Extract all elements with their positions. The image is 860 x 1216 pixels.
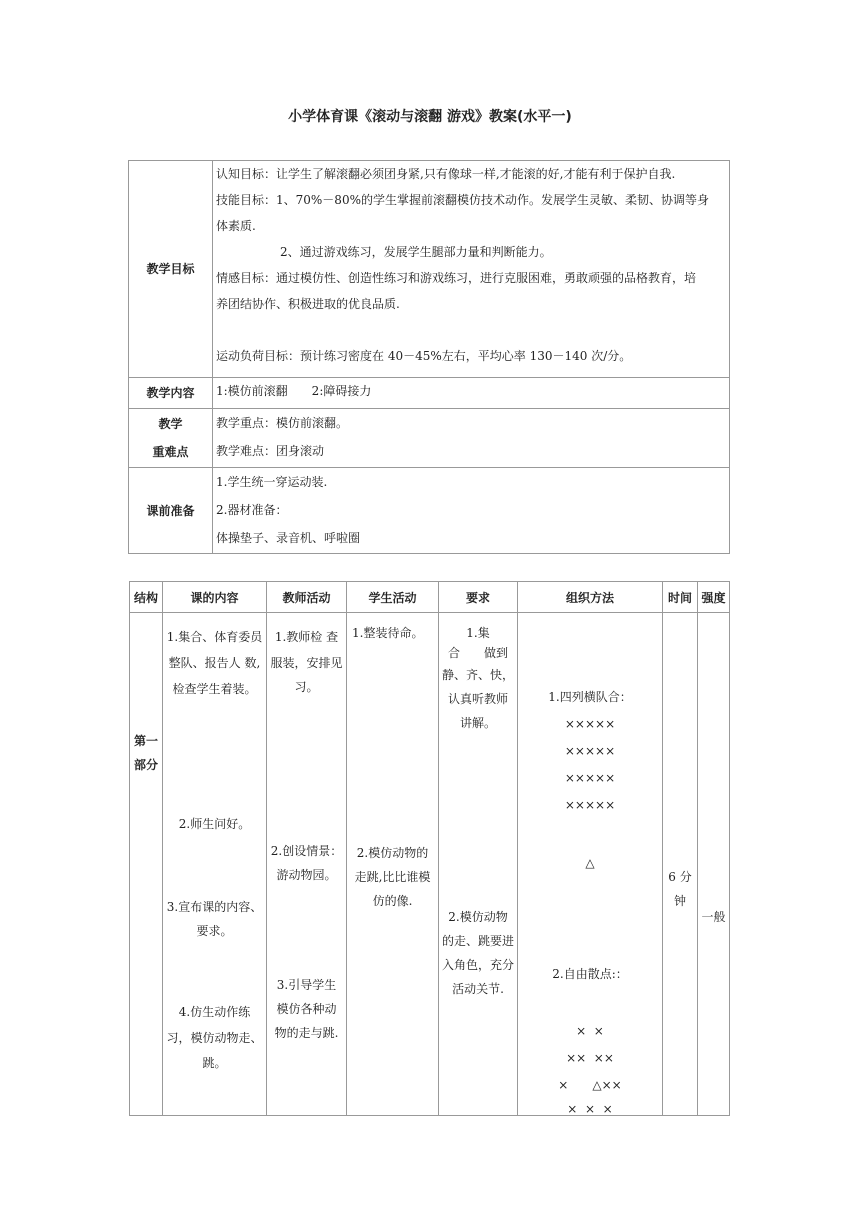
time-cell: 6 分 钟: [663, 613, 698, 1116]
keypoints-label: 教学 重难点: [129, 409, 213, 468]
keypoints-content: [213, 409, 730, 468]
header-cell: 结构: [130, 582, 163, 613]
skill-objective-2: 2、通过游戏练习，发展学生腿部力量和判断能力。: [280, 245, 552, 259]
scatter-row: ×× ××: [566, 1051, 614, 1065]
part-one-row: [130, 613, 730, 1116]
objectives-label: 教学目标: [129, 161, 213, 378]
formation-row: ×××××: [564, 798, 616, 812]
intensity-cell: 一般: [698, 613, 730, 1116]
objectives-table: [128, 160, 730, 554]
lesson-plan-table: [129, 581, 730, 1116]
teacher-activity-cell: 1.教师检 查 服装，安排见 习。 2.创设情景： 游动物园。 3.引导学生 模仿各种动 物的走与跳.: [267, 613, 347, 1116]
teacher-marker: △: [585, 856, 595, 870]
content-text: 1:模仿前滚翻 2:障碍接力: [213, 378, 730, 409]
skill-objective: 技能目标：1、70%－80%的学生掌握前滚翻模仿技术动作。发展学生灵敏、柔韧、协调等身: [216, 193, 709, 207]
formation-row: ×××××: [564, 744, 616, 758]
structure-cell: 第一 部分: [130, 613, 163, 1116]
lesson-content-cell: 1.集合、体育委员 整队、报告人 数, 检查学生着装。 2.师生问好。 3.宣布课的内容、 要求。 4.仿生动作练 习，模仿动物走、 跳。: [163, 613, 267, 1116]
skill-objective-cont: 体素质.: [216, 219, 256, 233]
objectives-content: [213, 161, 730, 378]
prep-line: 2.器材准备：: [216, 503, 288, 517]
header-cell: 强度: [698, 582, 730, 613]
affective-objective: 情感目标：通过模仿性、创造性练习和游戏练习，进行克服困难，勇敢顽强的品格教育，培: [216, 271, 697, 285]
header-cell: 学生活动: [347, 582, 439, 613]
formation-row: ×××××: [564, 717, 616, 731]
header-cell: 教师活动: [267, 582, 347, 613]
header-cell: 时间: [663, 582, 698, 613]
load-objective: 运动负荷目标：预计练习密度在 40－45%左右，平均心率 130－140 次/分。: [216, 349, 632, 363]
prep-line: 1.学生统一穿运动装.: [216, 475, 328, 489]
difficult-point: 教学难点：团身滚动: [216, 444, 325, 458]
organization-cell: 1.四列横队合： ××××× ××××× ××××× ××××× △ 2.自由散点:： × × ×× ×× × △×× × × ×: [518, 613, 663, 1116]
cognitive-objective: 认知目标：让学生了解滚翻必须团身紧,只有像球一样,才能滚的好,才能有利于保护自我.: [216, 167, 676, 181]
prep-label: 课前准备: [129, 468, 213, 554]
scatter-row: × × ×: [567, 1102, 613, 1116]
content-label: 教学内容: [129, 378, 213, 409]
formation-row: ×××××: [564, 771, 616, 785]
header-row: [130, 582, 730, 613]
student-activity-cell: 1.整装待命。 2.模仿动物的 走跳,比比谁模 仿的像.: [347, 613, 439, 1116]
prep-line: 体操垫子、录音机、呼啦圈: [216, 531, 361, 545]
header-cell: 要求: [439, 582, 518, 613]
header-cell: 课的内容: [163, 582, 267, 613]
prep-content: [213, 468, 730, 554]
affective-objective-cont: 养团结协作、积极进取的优良品质.: [216, 297, 400, 311]
scatter-row: × ×: [576, 1024, 604, 1038]
key-point: 教学重点：模仿前滚翻。: [216, 416, 349, 430]
scatter-row: × △××: [558, 1078, 622, 1092]
page-title: 小学体育课《滚动与滚翻 游戏》教案(水平一): [288, 109, 572, 125]
header-cell: 组织方法: [518, 582, 663, 613]
requirement-cell: 1.集 合 做到 静、齐、快， 认真听教师 讲解。 2.模仿动物 的走、跳要进 入角色，充分 活动关节.: [439, 613, 518, 1116]
